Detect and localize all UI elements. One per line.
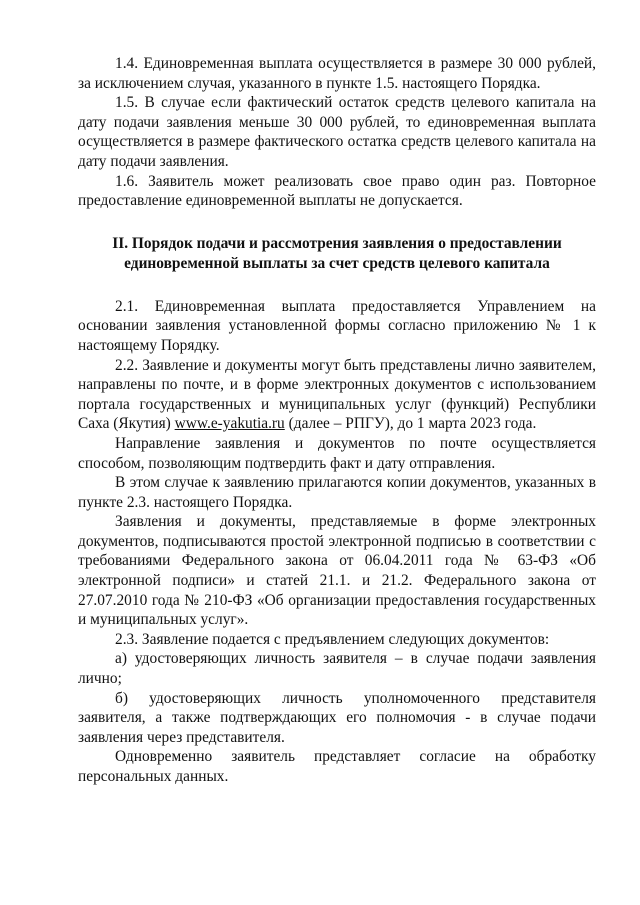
section-heading-line-1: II. Порядок подачи и рассмотрения заявления о предоставлении	[112, 234, 562, 252]
paragraph-2-2-text-end: (далее – РПГУ), до 1 марта 2023 года.	[284, 415, 537, 433]
e-yakutia-link[interactable]: www.e-yakutia.ru	[174, 415, 285, 433]
paragraph-2-2	[78, 356, 596, 434]
paragraph-item-b: б) удостоверяющих личность уполномоченного представителя заявителя, а также подтверждающих его полномочия - в случае подачи заявления через представителя.	[78, 689, 596, 746]
section-heading	[78, 234, 596, 274]
paragraph-mail: Направление заявления и документов по почте осуществляется способом, позволяющим подтвердить факт и дату отправления.	[78, 434, 596, 472]
paragraph-consent: Одновременно заявитель представляет согласие на обработку персональных данных.	[78, 748, 596, 785]
paragraph-1-6: 1.6. Заявитель может реализовать свое право один раз. Повторное предоставление единовременной выплаты не допускается.	[78, 172, 596, 210]
paragraph-2-3: 2.3. Заявление подается с предъявлением следующих документов:	[115, 630, 550, 648]
paragraph-2-2-text-start: 2.2. Заявление и документы могут быть представлены лично заявителем, направлены по почте, и в форме электронных документов с использованием портала государственных и муниципальных услуг (функций) Республики Саха (Якутия)	[78, 356, 596, 433]
paragraph-electronic: Заявления и документы, представляемые в форме электронных документов, подписываются простой электронной подписью в соответствии с требованиями Федерального закона от 06.04.2011 года № 63-ФЗ «Об электронной подписи» и статей 21.1. и 21.2. Федерального закона от 27.07.2010 года № 210-ФЗ «Об организации предоставления государственных и муниципальных услуг».	[78, 513, 596, 629]
section-heading-line-2: единовременной выплаты за счет средств целевого капитала	[124, 254, 550, 272]
paragraph-2-1: 2.1. Единовременная выплата предоставляется Управлением на основании заявления установленной формы согласно приложению № 1 к настоящему Порядку.	[78, 297, 596, 354]
paragraph-1-4: 1.4. Единовременная выплата осуществляется в размере 30 000 рублей, за исключением случая, указанного в пункте 1.5. настоящего Порядка.	[78, 55, 596, 92]
paragraph-1-5: 1.5. В случае если фактический остаток средств целевого капитала на дату подачи заявления меньше 30 000 рублей, то единовременная выплата осуществляется в размере фактического остатка средств целевого капитала на дату подачи заявления.	[78, 94, 596, 170]
paragraph-copies: В этом случае к заявлению прилагаются копии документов, указанных в пункте 2.3. настоящего Порядка.	[78, 474, 596, 511]
document-page	[78, 54, 596, 787]
paragraph-item-a: а) удостоверяющих личность заявителя – в случае подачи заявления лично;	[78, 650, 596, 688]
